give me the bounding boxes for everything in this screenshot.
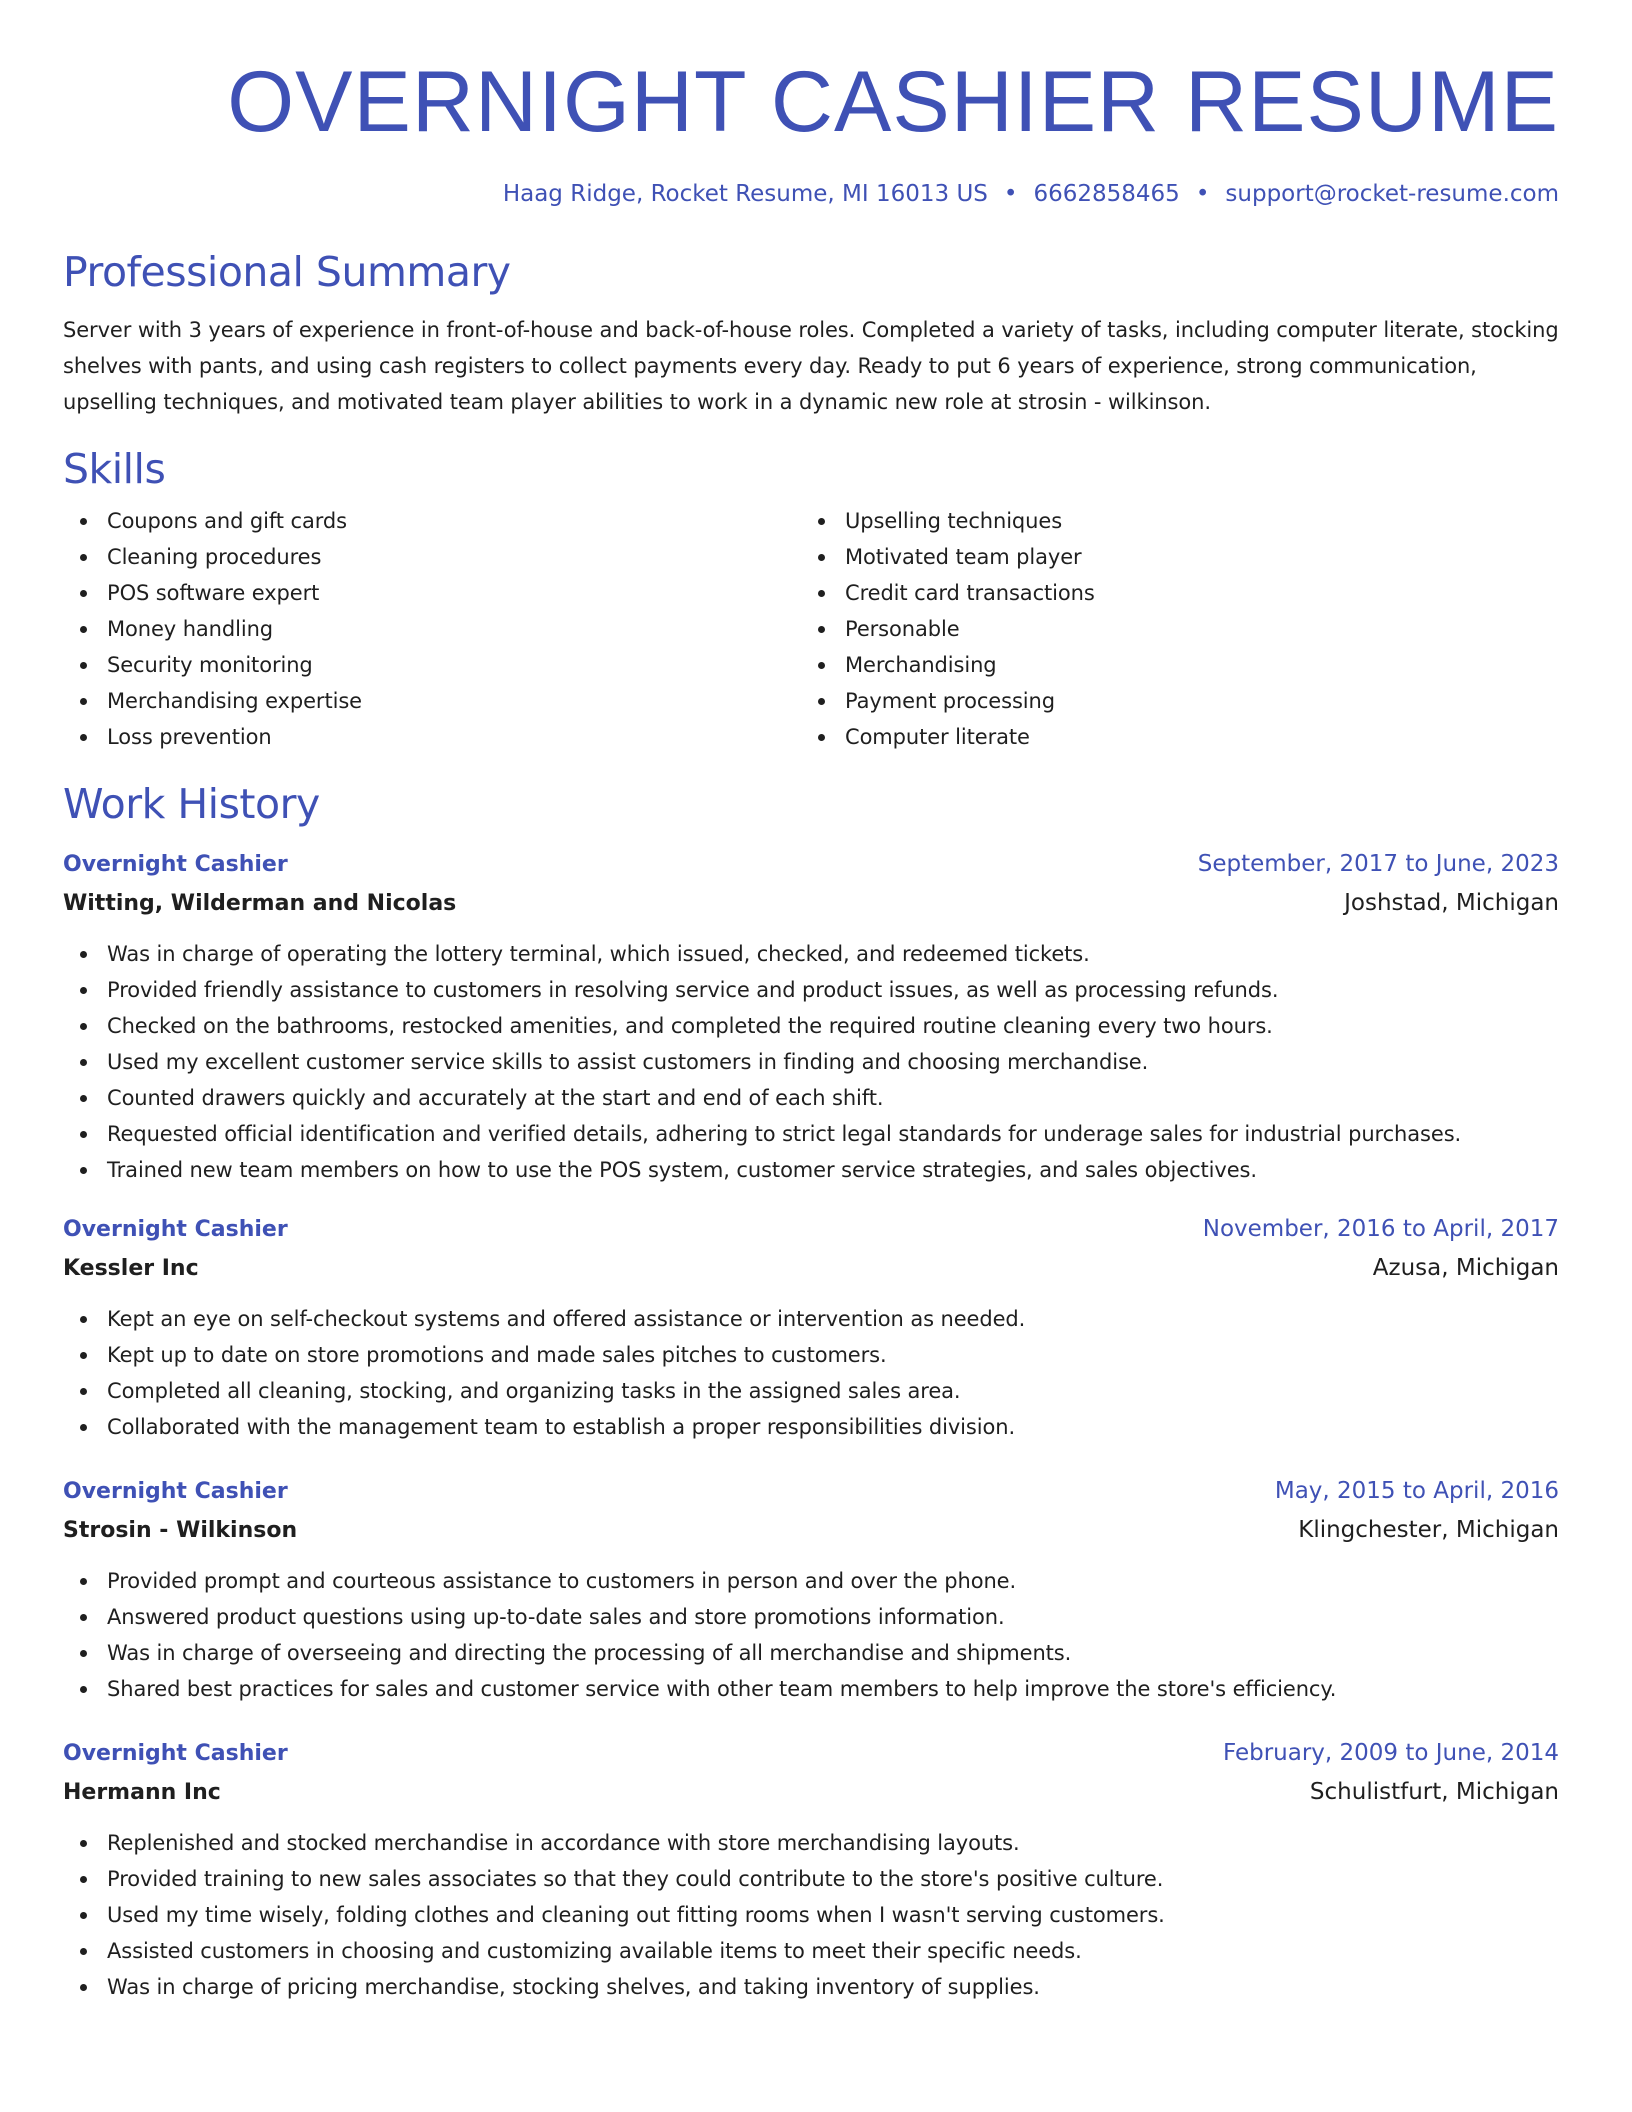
resume-header — [63, 0, 1559, 208]
job-header-row — [63, 1215, 1559, 1244]
job-bullet-item: Replenished and stocked merchandise in accordance with store merchandising layouts. — [63, 1825, 1559, 1861]
job-location: Schulistfurt, Michigan — [1309, 1779, 1559, 1805]
job-bullet-item: Kept an eye on self-checkout systems and offered assistance or intervention as needed. — [63, 1301, 1559, 1337]
job-bullet-item: Kept up to date on store promotions and made sales pitches to customers. — [63, 1337, 1559, 1373]
skill-item: Cleaning procedures — [63, 539, 801, 575]
job-bullet-item: Was in charge of overseeing and directing the processing of all merchandise and shipments. — [63, 1635, 1559, 1671]
job-bullets — [63, 1563, 1559, 1707]
job-title: Overnight Cashier — [63, 852, 288, 877]
skill-item: Loss prevention — [63, 719, 801, 755]
job-bullet-item: Answered product questions using up-to-date sales and store promotions information. — [63, 1599, 1559, 1635]
job-bullet-item: Provided training to new sales associates so that they could contribute to the store's positive culture. — [63, 1861, 1559, 1897]
job-bullet-item: Checked on the bathrooms, restocked amenities, and completed the required routine cleaning every two hours. — [63, 1008, 1559, 1044]
job-bullet-item: Assisted customers in choosing and customizing available items to meet their specific needs. — [63, 1933, 1559, 1969]
job-bullet-item: Was in charge of pricing merchandise, stocking shelves, and taking inventory of supplies. — [63, 1969, 1559, 2005]
job-location: Azusa, Michigan — [1372, 1255, 1559, 1281]
job-bullet-item: Trained new team members on how to use the POS system, customer service strategies, and sales objectives. — [63, 1152, 1559, 1188]
job-bullet-item: Shared best practices for sales and customer service with other team members to help improve the store's efficiency. — [63, 1671, 1559, 1707]
skills-grid — [63, 503, 1559, 755]
job-bullet-item: Used my excellent customer service skills to assist customers in finding and choosing merchandise. — [63, 1044, 1559, 1080]
job-company: Kessler Inc — [63, 1256, 199, 1281]
job-company-row — [63, 1516, 1559, 1545]
work-history-section — [63, 779, 1559, 2005]
job-bullet-item: Collaborated with the management team to establish a proper responsibilities division. — [63, 1409, 1559, 1445]
job-bullets — [63, 1825, 1559, 2005]
job-bullets — [63, 936, 1559, 1188]
job-bullet-item: Was in charge of operating the lottery terminal, which issued, checked, and redeemed tickets. — [63, 936, 1559, 972]
job-bullet-item: Provided friendly assistance to customers in resolving service and product issues, as well as processing refunds. — [63, 972, 1559, 1008]
resume-page — [63, 0, 1559, 2112]
job-company-row — [63, 1254, 1559, 1283]
jobs-list — [63, 850, 1559, 2005]
skill-item: Upselling techniques — [801, 503, 1539, 539]
job-dates: September, 2017 to June, 2023 — [1197, 851, 1559, 877]
job-header-row — [63, 1477, 1559, 1506]
job-company-row — [63, 889, 1559, 918]
job-bullet-item: Provided prompt and courteous assistance to customers in person and over the phone. — [63, 1563, 1559, 1599]
job-title: Overnight Cashier — [63, 1741, 288, 1766]
job-title: Overnight Cashier — [63, 1479, 288, 1504]
job-company: Hermann Inc — [63, 1780, 221, 1805]
job-header-row — [63, 850, 1559, 879]
skill-item: Coupons and gift cards — [63, 503, 801, 539]
job-bullets — [63, 1301, 1559, 1445]
job-location: Klingchester, Michigan — [1298, 1517, 1559, 1543]
contact-phone: 6662858465 — [1033, 181, 1180, 207]
job-entry — [63, 1215, 1559, 1445]
skills-section — [63, 444, 1559, 755]
job-bullet-item: Requested official identification and verified details, adhering to strict legal standards for underage sales for industrial purchases. — [63, 1116, 1559, 1152]
job-entry — [63, 850, 1559, 1188]
skill-item: Money handling — [63, 611, 801, 647]
job-dates: November, 2016 to April, 2017 — [1202, 1216, 1559, 1242]
skill-item: Credit card transactions — [801, 575, 1539, 611]
job-title: Overnight Cashier — [63, 1217, 288, 1242]
separator-dot: • — [1003, 181, 1018, 207]
job-bullet-item: Counted drawers quickly and accurately at the start and end of each shift. — [63, 1080, 1559, 1116]
job-location: Joshstad, Michigan — [1344, 890, 1559, 916]
contact-email[interactable]: support@rocket-resume.com — [1225, 181, 1559, 207]
job-company-row — [63, 1778, 1559, 1807]
skills-column-left — [63, 503, 801, 755]
job-bullet-item: Completed all cleaning, stocking, and organizing tasks in the assigned sales area. — [63, 1373, 1559, 1409]
skill-item: Personable — [801, 611, 1539, 647]
contact-address: Haag Ridge, Rocket Resume, MI 16013 US — [502, 181, 988, 207]
skill-item: Merchandising expertise — [63, 683, 801, 719]
job-entry — [63, 1739, 1559, 2005]
job-dates: May, 2015 to April, 2016 — [1274, 1478, 1559, 1504]
job-company: Strosin - Wilkinson — [63, 1518, 298, 1543]
summary-text: Server with 3 years of experience in front-of-house and back-of-house roles. Completed a variety of tasks, including computer literate, stocking shelves with pants, and using cash registers to collect payments every day. Ready to put 6 years of experience, strong communication, upselling techniques, and motivated team player abilities to work in a dynamic new role at strosin - wilkinson. — [63, 318, 1559, 414]
job-dates: February, 2009 to June, 2014 — [1222, 1740, 1559, 1766]
separator-dot: • — [1195, 181, 1210, 207]
skill-item: Payment processing — [801, 683, 1539, 719]
skills-column-right — [801, 503, 1539, 755]
job-bullet-item: Used my time wisely, folding clothes and cleaning out fitting rooms when I wasn't serving customers. — [63, 1897, 1559, 1933]
skill-item: POS software expert — [63, 575, 801, 611]
section-title-skills: Skills — [63, 445, 166, 493]
section-title-work: Work History — [63, 780, 320, 828]
resume-title: OVERNIGHT CASHIER RESUME — [227, 54, 1559, 150]
skill-item: Security monitoring — [63, 647, 801, 683]
job-header-row — [63, 1739, 1559, 1768]
professional-summary-section — [63, 247, 1559, 420]
job-entry — [63, 1477, 1559, 1707]
skill-item: Merchandising — [801, 647, 1539, 683]
skill-item: Motivated team player — [801, 539, 1539, 575]
contact-line — [63, 180, 1559, 208]
job-company: Witting, Wilderman and Nicolas — [63, 891, 457, 916]
section-title-summary: Professional Summary — [63, 248, 511, 296]
skill-item: Computer literate — [801, 719, 1539, 755]
